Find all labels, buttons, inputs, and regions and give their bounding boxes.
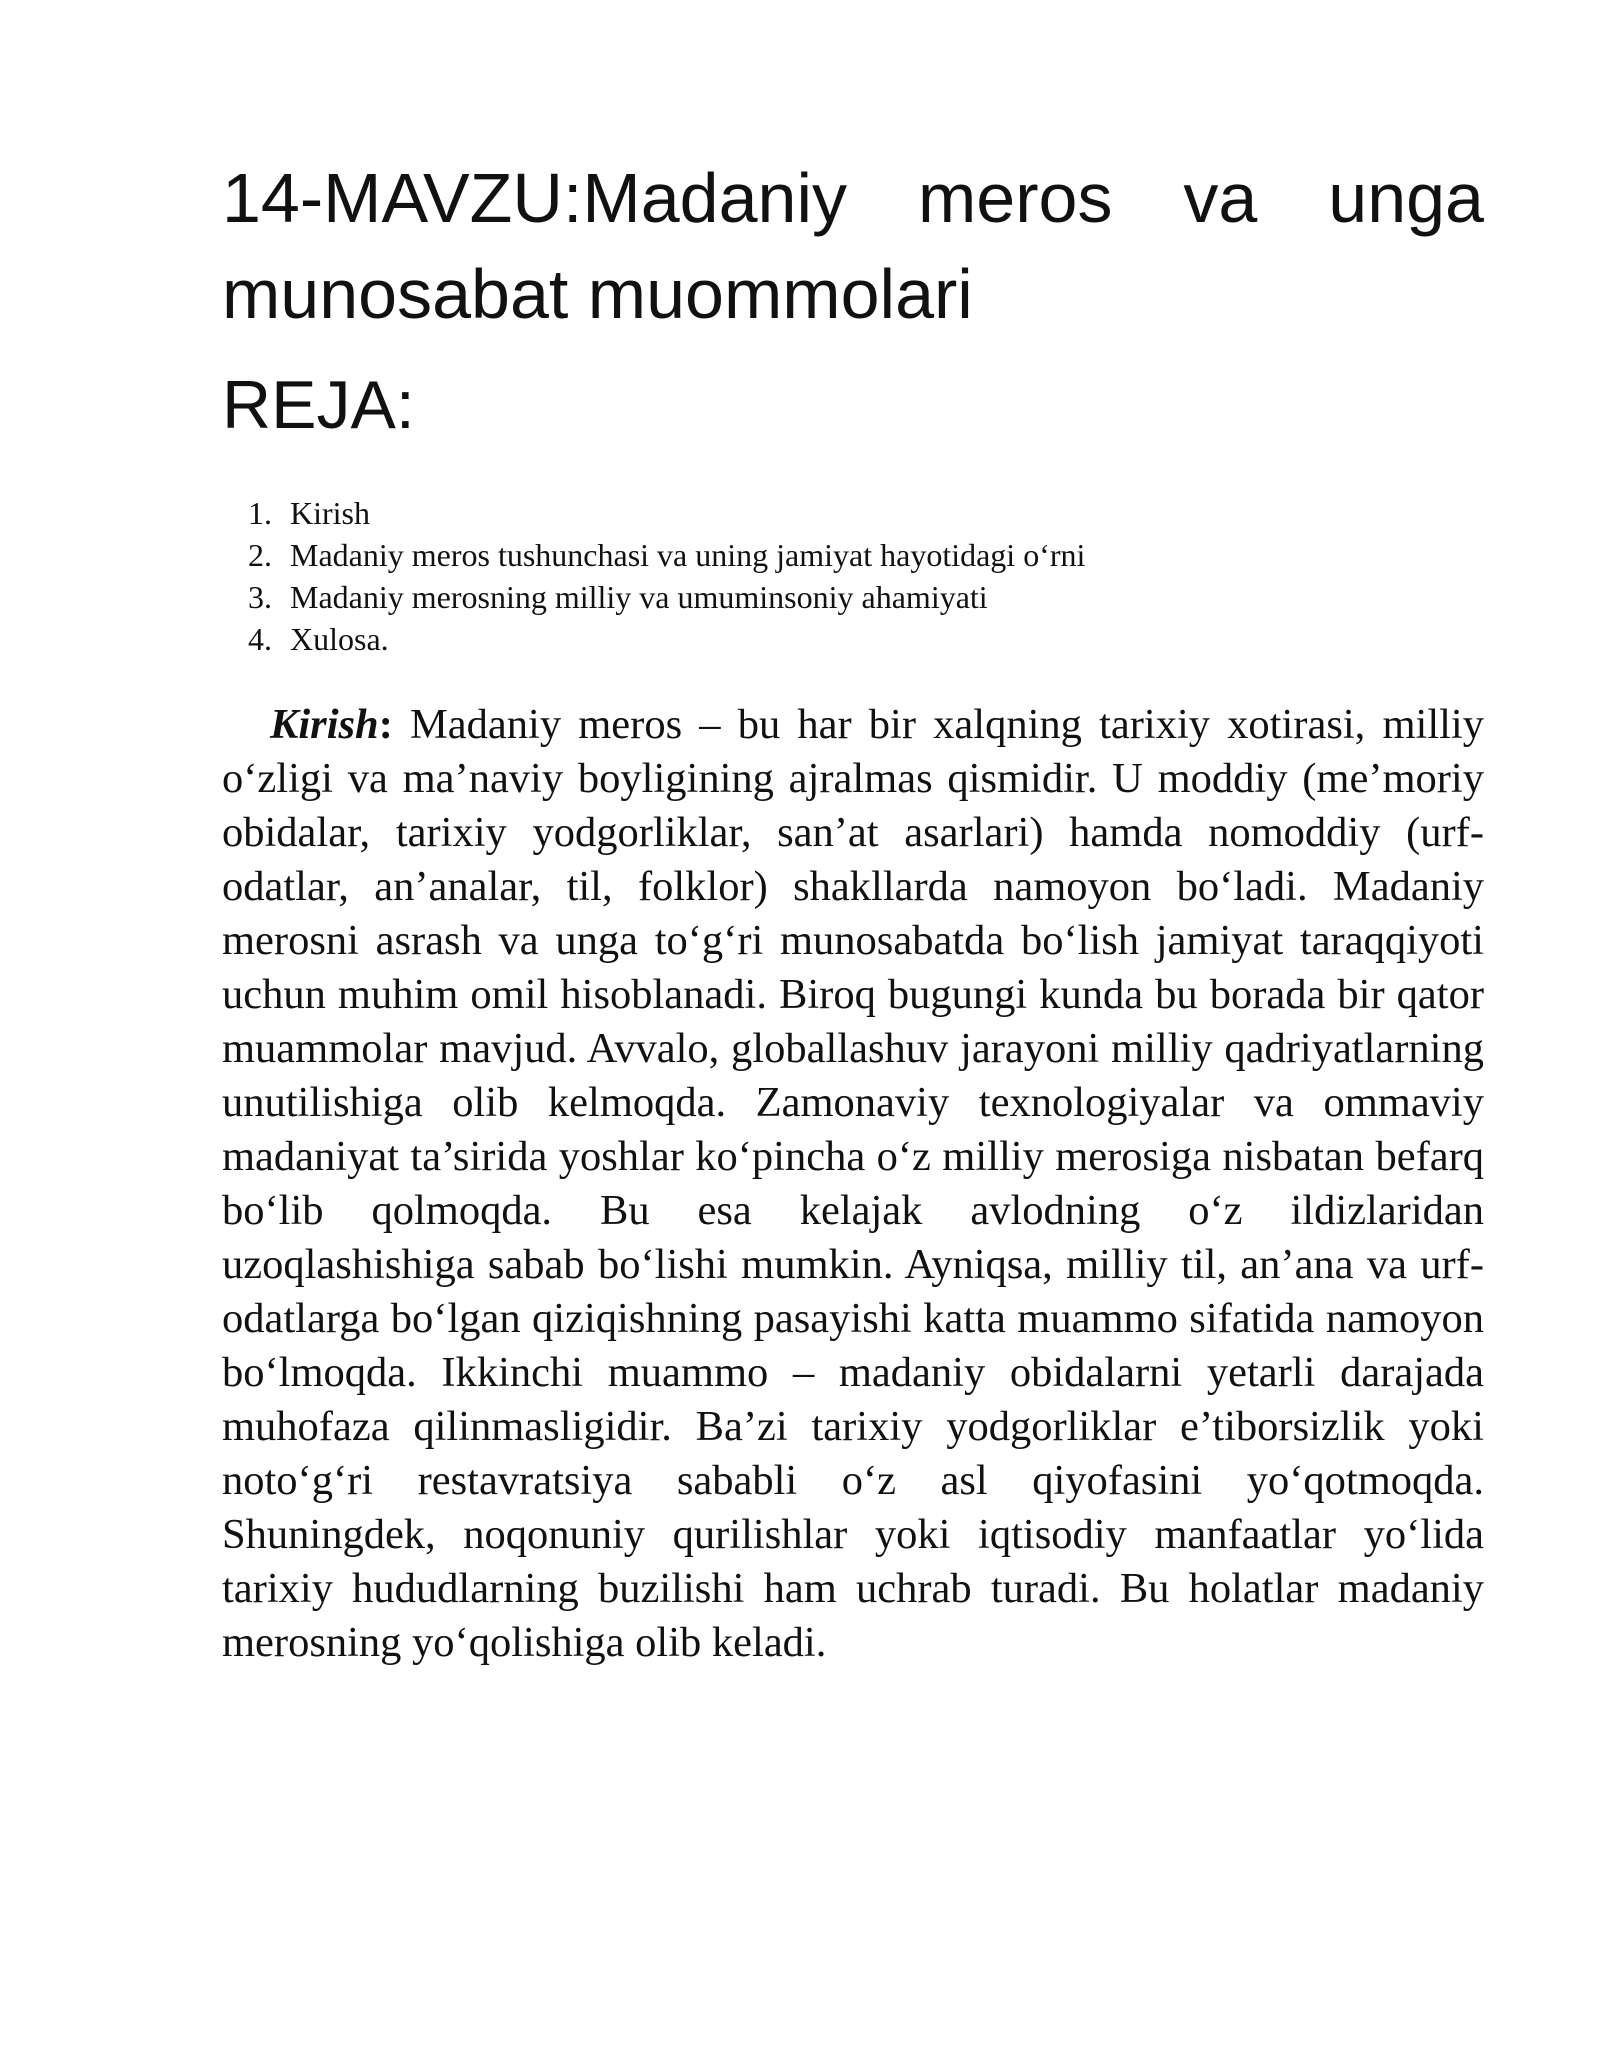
intro-paragraph: [222, 698, 1484, 1670]
plan-item-number: 1.: [248, 495, 272, 531]
plan-item-label: Madaniy meros tushunchasi va uning jamiyat hayotidagi o‘rni: [290, 537, 1086, 573]
plan-item-number: 4.: [248, 621, 272, 657]
document-page: [222, 150, 1484, 1670]
intro-lead: Kirish: [270, 701, 379, 748]
plan-item-number: 3.: [248, 579, 272, 615]
plan-list: [222, 492, 1484, 660]
page-title: 14-MAVZU:Madaniy meros va unga munosabat muommolari: [222, 159, 1484, 333]
plan-item-number: 2.: [248, 537, 272, 573]
plan-item-label: Madaniy merosning milliy va umuminsoniy ahamiyati: [290, 579, 988, 615]
plan-item: [222, 618, 1484, 660]
plan-item: [222, 534, 1484, 576]
plan-item: [222, 492, 1484, 534]
plan-item: [222, 576, 1484, 618]
intro-text: Madaniy meros – bu har bir xalqning tarixiy xotirasi, milliy o‘zligi va ma’naviy boyligining ajralmas qismidir. U moddiy (me’moriy obidalar, tarixiy yodgorliklar, san’at asarlari) hamda nomoddiy (urf-odatlar, an’analar, til, folklor) shakllarda namoyon bo‘ladi. Madaniy merosni asrash va unga to‘g‘ri munosabatda bo‘lish jamiyat taraqqiyoti uchun muhim omil hisoblanadi. Biroq bugungi kunda bu borada bir qator muammolar mavjud. Avvalo, globallashuv jarayoni milliy qadriyatlarning unutilishiga olib kelmoqda. Zamonaviy texnologiyalar va ommaviy madaniyat ta’sirida yoshlar ko‘pincha o‘z milliy merosiga nisbatan befarq bo‘lib qolmoqda. Bu esa kelajak avlodning o‘z ildizlaridan uzoqlashishiga sabab bo‘lishi mumkin. Ayniqsa, milliy til, an’ana va urf-odatlarga bo‘lgan qiziqishning pasayishi katta muammo sifatida namoyon bo‘lmoqda. Ikkinchi muammo – madaniy obidalarni yetarli darajada muhofaza qilinmasligidir. Ba’zi tarixiy yodgorliklar e’tiborsizlik yoki noto‘g‘ri restavratsiya sababli o‘z asl qiyofasini yo‘qotmoqda. Shuningdek, noqonuniy qurilishlar yoki iqtisodiy manfaatlar yo‘lida tarixiy hududlarning buzilishi ham uchrab turadi. Bu holatlar madaniy merosning yo‘qolishiga olib keladi.: [222, 701, 1484, 1666]
plan-item-label: Kirish: [290, 495, 370, 531]
plan-heading: REJA:: [222, 367, 415, 443]
intro-colon: :: [378, 701, 393, 748]
plan-item-label: Xulosa.: [290, 621, 389, 657]
